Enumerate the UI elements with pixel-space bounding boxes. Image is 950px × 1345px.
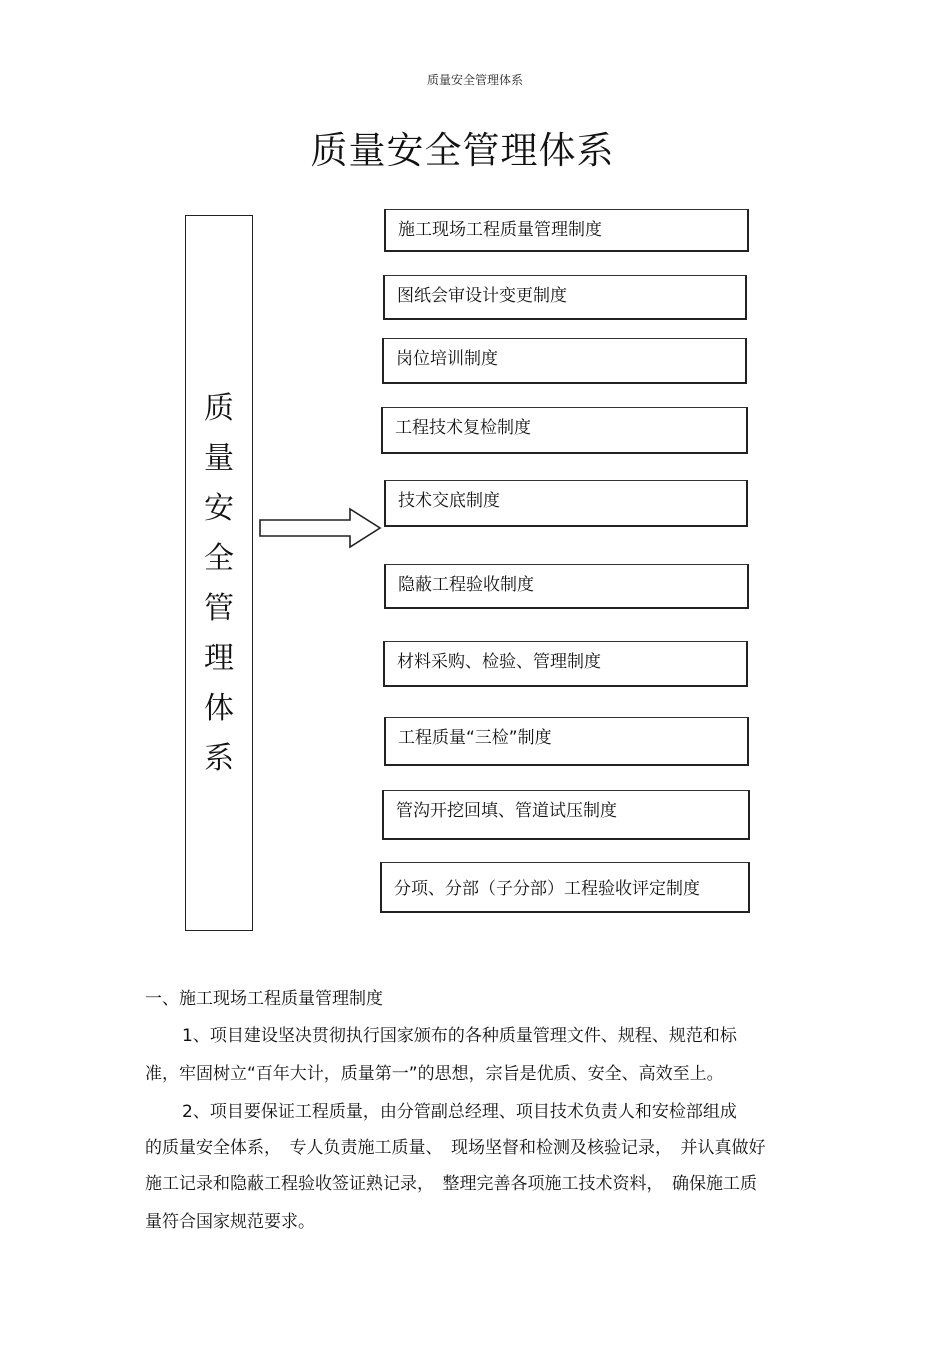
item-label: 管沟开挖回填、管道试压制度 bbox=[396, 801, 617, 821]
item-label: 隐蔽工程验收制度 bbox=[398, 575, 534, 595]
item-label: 材料采购、检验、管理制度 bbox=[397, 652, 601, 672]
paragraph-line: 1、项目建设坚决贯彻执行国家颁布的各种质量管理文件、规程、规范和标 bbox=[182, 1026, 737, 1046]
paragraph-line: 2、项目要保证工程质量，由分管副总经理、项目技术负责人和安检部组成 bbox=[182, 1102, 737, 1122]
item-label: 图纸会审设计变更制度 bbox=[397, 286, 567, 306]
item-box bbox=[384, 717, 749, 766]
item-box bbox=[382, 790, 750, 840]
item-label: 分项、分部（子分部）工程验收评定制度 bbox=[394, 879, 700, 899]
vertical-char: 理 bbox=[204, 641, 234, 676]
vertical-char: 质 bbox=[204, 391, 234, 426]
paragraph-line: 量符合国家规范要求。 bbox=[145, 1212, 315, 1232]
paragraph-line: 的质量安全体系， 专人负责施工质量、 现场坚督和检测及核验记录， 并认真做好 bbox=[145, 1138, 766, 1158]
running-header: 质量安全管理体系 bbox=[426, 73, 523, 87]
item-label: 施工现场工程质量管理制度 bbox=[398, 220, 602, 240]
item-box bbox=[381, 407, 748, 454]
item-box bbox=[384, 564, 749, 609]
vertical-char: 系 bbox=[204, 741, 234, 776]
vertical-char: 体 bbox=[204, 691, 234, 726]
item-box bbox=[383, 275, 747, 320]
system-vertical-box bbox=[185, 215, 253, 931]
vertical-char: 管 bbox=[204, 591, 234, 626]
item-label: 工程技术复检制度 bbox=[395, 418, 531, 438]
system-vertical-label bbox=[186, 384, 252, 784]
document-title: 质量安全管理体系 bbox=[310, 129, 615, 172]
vertical-char: 全 bbox=[204, 541, 234, 576]
paragraph-line: 准，牢固树立“百年大计，质量第一”的思想，宗旨是优质、安全、高效至上。 bbox=[145, 1064, 724, 1084]
item-label: 技术交底制度 bbox=[398, 491, 500, 511]
item-box bbox=[380, 862, 750, 913]
paragraph-line: 施工记录和隐蔽工程验收签证熟记录， 整理完善各项施工技术资料， 确保施工质 bbox=[145, 1174, 757, 1194]
item-box bbox=[384, 209, 749, 252]
section-heading: 一、施工现场工程质量管理制度 bbox=[145, 989, 383, 1009]
vertical-char: 安 bbox=[204, 491, 234, 526]
item-box bbox=[384, 480, 748, 527]
item-label: 岗位培训制度 bbox=[396, 349, 498, 369]
vertical-char: 量 bbox=[204, 441, 234, 476]
item-label: 工程质量“三检”制度 bbox=[398, 728, 552, 748]
item-box bbox=[382, 338, 747, 384]
right-arrow-icon bbox=[258, 506, 384, 550]
item-box bbox=[383, 641, 748, 687]
